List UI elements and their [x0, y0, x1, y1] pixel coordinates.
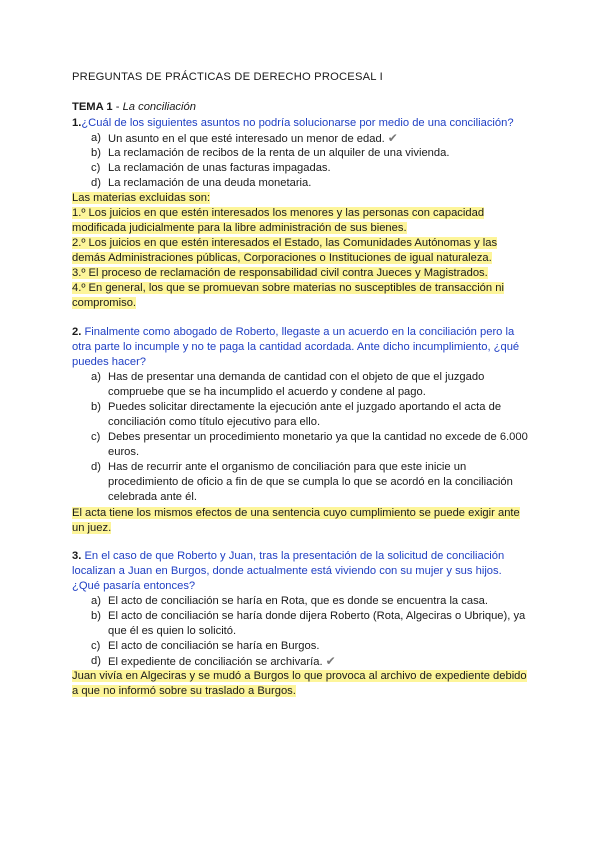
option-text: El expediente de conciliación se archivaría. [108, 656, 323, 668]
section-separator: - [112, 101, 123, 113]
question-number: 3. [72, 550, 82, 562]
option-text: La reclamación de recibos de la renta de un alquiler de una vivienda. [108, 147, 450, 159]
option-letter: d) [91, 461, 101, 473]
question-text: ¿Cuál de los siguientes asuntos no podría solucionarse por medio de una conciliación? [81, 117, 514, 129]
option-text: procedimiento de oficio a fin de que se cumpla lo que se acordó en la conciliación [108, 476, 513, 488]
option-text: compruebe que se ha incumplido el acuerdo y condene al pago. [108, 386, 426, 398]
option-text: Debes presentar un procedimiento monetario ya que la cantidad no excede de 6.000 [108, 431, 528, 443]
checkmark-icon: ✔ [325, 654, 336, 668]
option-text: Has de recurrir ante el organismo de conciliación para que este inicie un [108, 461, 467, 473]
option-letter: b) [91, 401, 101, 413]
option-text: Puedes solicitar directamente la ejecución ante el juzgado aportando el acta de [108, 401, 502, 413]
question-number: 2. [72, 326, 82, 338]
question-text: puedes hacer? [72, 356, 147, 368]
answer-line: 1.º Los juicios en que estén interesados los menores y las personas con capacidad [72, 207, 485, 219]
option-text: El acto de conciliación se haría en Burgos. [108, 640, 320, 652]
question-text: Finalmente como abogado de Roberto, llegaste a un acuerdo en la conciliación pero la [84, 326, 515, 338]
option-text: celebrada ante él. [108, 491, 197, 503]
checkmark-icon: ✔ [387, 131, 398, 145]
option-text: El acto de conciliación se haría donde dijera Roberto (Rota, Algeciras o Ubrique), ya [108, 610, 526, 622]
option-text: conciliación como título ejecutivo para ello. [108, 416, 321, 428]
option-text: euros. [108, 446, 140, 458]
option-letter: b) [91, 610, 101, 622]
option-letter: d) [91, 177, 101, 189]
option-letter: d) [91, 655, 101, 667]
section-label: TEMA 1 [72, 101, 113, 113]
answer-line: demás Administraciones públicas, Corporaciones o Instituciones de igual naturaleza. [72, 252, 492, 264]
answer-line: a que no informó sobre su traslado a Burgos. [72, 685, 296, 697]
answer-line: un juez. [72, 522, 112, 534]
answer-line: 2.º Los juicios en que estén interesados el Estado, las Comunidades Autónomas y las [72, 237, 498, 249]
option-letter: a) [91, 132, 101, 144]
question-number: 1. [72, 117, 82, 129]
answer-line: El acta tiene los mismos efectos de una sentencia cuyo cumplimiento se puede exigir ante [72, 507, 520, 519]
question-1 [72, 116, 514, 130]
question-text: localizan a Juan en Burgos, donde actualmente está viviendo con su mujer y sus hijos. [72, 565, 502, 577]
option-letter: a) [91, 595, 101, 607]
option-letter: b) [91, 147, 101, 159]
document-title: PREGUNTAS DE PRÁCTICAS DE DERECHO PROCESAL I [72, 71, 383, 83]
question-text: ¿Qué pasaría entonces? [72, 580, 196, 592]
option-text: Un asunto en el que esté interesado un menor de edad. [108, 133, 385, 145]
section-heading [72, 101, 196, 113]
option-letter: c) [91, 162, 101, 174]
option-text: La reclamación de unas facturas impagadas. [108, 162, 331, 174]
answer-line: Juan vivía en Algeciras y se mudó a Burgos lo que provoca al archivo de expediente debido [72, 670, 527, 682]
question-text: En el caso de que Roberto y Juan, tras la presentación de la solicitud de conciliación [84, 550, 505, 562]
option-letter: c) [91, 640, 101, 652]
answer-line: 4.º En general, los que se promuevan sobre materias no susceptibles de transacción ni [72, 282, 504, 294]
option-text: La reclamación de una deuda monetaria. [108, 177, 312, 189]
answer-line: 3.º El proceso de reclamación de responsabilidad civil contra Jueces y Magistrados. [72, 267, 488, 279]
option-text: El acto de conciliación se haría en Rota, que es donde se encuentra la casa. [108, 595, 488, 607]
option-letter: c) [91, 431, 101, 443]
answer-line: Las materias excluidas son: [72, 192, 211, 204]
option-text: que él es quien lo solicitó. [108, 625, 237, 637]
option-letter: a) [91, 371, 101, 383]
option-text: Has de presentar una demanda de cantidad con el objeto de que el juzgado [108, 371, 485, 383]
question-text: otra parte lo incumple y no te paga la cantidad acordada. Ante dicho incumplimiento, ¿qué [72, 341, 520, 353]
answer-line: modificada judicialmente para la libre administración de sus bienes. [72, 222, 407, 234]
answer-line: compromiso. [72, 297, 137, 309]
question-3 [72, 549, 504, 563]
section-subtitle: La conciliación [122, 101, 196, 113]
question-2 [72, 325, 514, 339]
